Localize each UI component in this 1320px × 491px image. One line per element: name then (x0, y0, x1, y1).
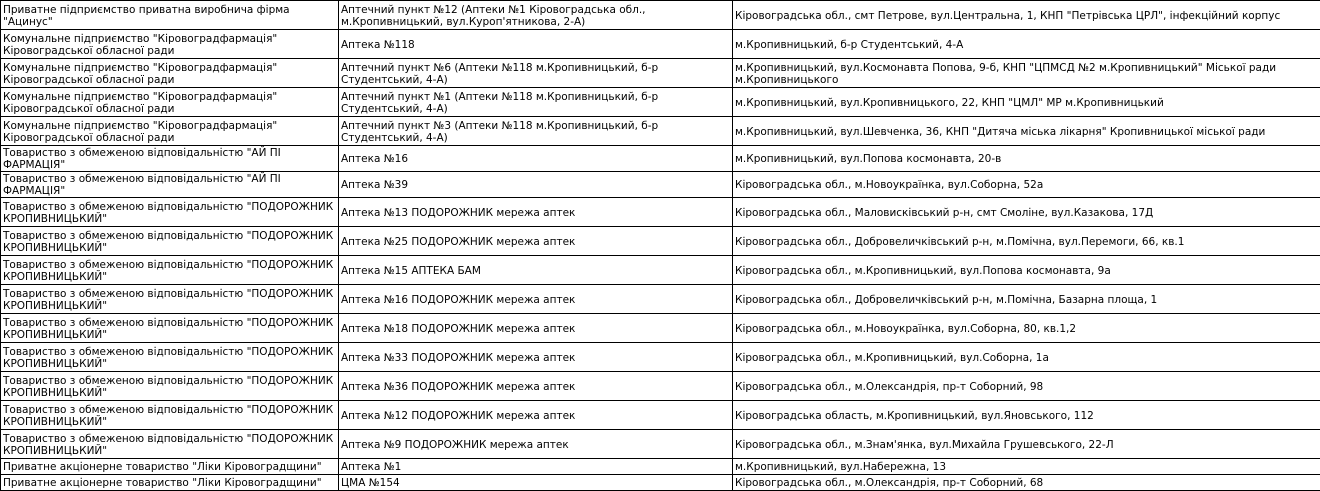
address-cell[interactable]: Кіровоградська обл., м.Олександрія, пр-т Соборний, 68 (733, 475, 1320, 491)
address-cell[interactable]: м.Кропивницький, вул.Шевченка, 36, КНП "Дитяча міська лікарня" Кропивницької міської ради (733, 117, 1320, 146)
org-cell[interactable]: Товариство з обмеженою відповідальністю "ПОДОРОЖНИК КРОПИВНИЦЬКИЙ" (1, 256, 339, 285)
outlet-cell[interactable]: Аптечний пункт №3 (Аптеки №118 м.Кропивницький, б-р Студентський, 4-А) (339, 117, 733, 146)
table-row (1, 146, 1320, 172)
address-cell[interactable]: Кіровоградська обл., Добровеличківський р-н, м.Помічна, вул.Перемоги, 66, кв.1 (733, 227, 1320, 256)
outlet-cell[interactable]: Аптечний пункт №6 (Аптеки №118 м.Кропивницький, б-р Студентський, 4-А) (339, 59, 733, 88)
table-row (1, 172, 1320, 198)
address-cell[interactable]: Кіровоградська обл., Добровеличківський р-н, м.Помічна, Базарна площа, 1 (733, 285, 1320, 314)
address-cell[interactable]: Кіровоградська обл., м.Новоукраїнка, вул.Соборна, 52а (733, 172, 1320, 198)
org-cell[interactable]: Комунальне підприємство "Кіровоградфармація" Кіровоградської обласної ради (1, 117, 339, 146)
address-cell[interactable]: Кіровоградська обл., Маловисківський р-н, смт Смоліне, вул.Казакова, 17Д (733, 198, 1320, 227)
outlet-cell[interactable]: ЦМА №154 (339, 475, 733, 491)
table-row (1, 227, 1320, 256)
org-cell[interactable]: Товариство з обмеженою відповідальністю "ПОДОРОЖНИК КРОПИВНИЦЬКИЙ" (1, 285, 339, 314)
org-cell[interactable]: Товариство з обмеженою відповідальністю "ПОДОРОЖНИК КРОПИВНИЦЬКИЙ" (1, 343, 339, 372)
outlet-cell[interactable]: Аптека №13 ПОДОРОЖНИК мережа аптек (339, 198, 733, 227)
outlet-cell[interactable]: Аптека №39 (339, 172, 733, 198)
outlet-cell[interactable]: Аптека №12 ПОДОРОЖНИК мережа аптек (339, 401, 733, 430)
address-cell[interactable]: Кіровоградська обл., м.Знам'янка, вул.Михайла Грушевського, 22-Л (733, 430, 1320, 459)
table-row (1, 30, 1320, 59)
outlet-cell[interactable]: Аптечний пункт №1 (Аптеки №118 м.Кропивницький, б-р Студентський, 4-А) (339, 88, 733, 117)
address-cell[interactable]: Кіровоградська область, м.Кропивницький, вул.Яновського, 112 (733, 401, 1320, 430)
outlet-cell[interactable]: Аптека №25 ПОДОРОЖНИК мережа аптек (339, 227, 733, 256)
org-cell[interactable]: Товариство з обмеженою відповідальністю "ПОДОРОЖНИК КРОПИВНИЦЬКИЙ" (1, 372, 339, 401)
org-cell[interactable]: Приватне акціонерне товариство "Ліки Кіровоградщини" (1, 459, 339, 475)
table-row (1, 285, 1320, 314)
table-row (1, 475, 1320, 491)
org-cell[interactable]: Приватне акціонерне товариство "Ліки Кіровоградщини" (1, 475, 339, 491)
org-cell[interactable]: Товариство з обмеженою відповідальністю "ПОДОРОЖНИК КРОПИВНИЦЬКИЙ" (1, 401, 339, 430)
table-row (1, 314, 1320, 343)
table-row (1, 117, 1320, 146)
outlet-cell[interactable]: Аптека №16 (339, 146, 733, 172)
address-cell[interactable]: м.Кропивницький, б-р Студентський, 4-А (733, 30, 1320, 59)
address-cell[interactable]: м.Кропивницький, вул.Набережна, 13 (733, 459, 1320, 475)
outlet-cell[interactable]: Аптечний пункт №12 (Аптеки №1 Кіровоградська обл., м.Кропивницький, вул.Куроп'ятникова, 2-А) (339, 1, 733, 30)
org-cell[interactable]: Комунальне підприємство "Кіровоградфармація" Кіровоградської обласної ради (1, 59, 339, 88)
table-row (1, 459, 1320, 475)
address-cell[interactable]: м.Кропивницький, вул.Космонавта Попова, 9-б, КНП "ЦПМСД №2 м.Кропивницький" Міської ради м.Кропивницького (733, 59, 1320, 88)
outlet-cell[interactable]: Аптека №1 (339, 459, 733, 475)
org-cell[interactable]: Товариство з обмеженою відповідальністю "ПОДОРОЖНИК КРОПИВНИЦЬКИЙ" (1, 198, 339, 227)
table-row (1, 1, 1320, 30)
address-cell[interactable]: Кіровоградська обл., смт Петрове, вул.Центральна, 1, КНП "Петрівська ЦРЛ", інфекційний корпус (733, 1, 1320, 30)
outlet-cell[interactable]: Аптека №9 ПОДОРОЖНИК мережа аптек (339, 430, 733, 459)
org-cell[interactable]: Товариство з обмеженою відповідальністю "ПОДОРОЖНИК КРОПИВНИЦЬКИЙ" (1, 314, 339, 343)
table-row (1, 372, 1320, 401)
outlet-cell[interactable]: Аптека №33 ПОДОРОЖНИК мережа аптек (339, 343, 733, 372)
outlet-cell[interactable]: Аптека №36 ПОДОРОЖНИК мережа аптек (339, 372, 733, 401)
outlet-cell[interactable]: Аптека №118 (339, 30, 733, 59)
outlet-cell[interactable]: Аптека №18 ПОДОРОЖНИК мережа аптек (339, 314, 733, 343)
table-row (1, 88, 1320, 117)
table-row (1, 401, 1320, 430)
table-row (1, 256, 1320, 285)
org-cell[interactable]: Товариство з обмеженою відповідальністю "ПОДОРОЖНИК КРОПИВНИЦЬКИЙ" (1, 227, 339, 256)
org-cell[interactable]: Приватне підприємство приватна виробнича фірма "Ацинус" (1, 1, 339, 30)
org-cell[interactable]: Товариство з обмеженою відповідальністю "АЙ ПІ ФАРМАЦІЯ" (1, 146, 339, 172)
address-cell[interactable]: Кіровоградська обл., м.Кропивницький, вул.Соборна, 1а (733, 343, 1320, 372)
table-row (1, 198, 1320, 227)
table-row (1, 59, 1320, 88)
address-cell[interactable]: м.Кропивницький, вул.Попова космонавта, 20-в (733, 146, 1320, 172)
table-row (1, 343, 1320, 372)
address-cell[interactable]: Кіровоградська обл., м.Кропивницький, вул.Попова космонавта, 9а (733, 256, 1320, 285)
address-cell[interactable]: Кіровоградська обл., м.Новоукраїнка, вул.Соборна, 80, кв.1,2 (733, 314, 1320, 343)
table-row (1, 430, 1320, 459)
org-cell[interactable]: Комунальне підприємство "Кіровоградфармація" Кіровоградської обласної ради (1, 88, 339, 117)
outlet-cell[interactable]: Аптека №15 АПТЕКА БАМ (339, 256, 733, 285)
address-cell[interactable]: м.Кропивницький, вул.Кропивницького, 22, КНП "ЦМЛ" МР м.Кропивницький (733, 88, 1320, 117)
org-cell[interactable]: Товариство з обмеженою відповідальністю "ПОДОРОЖНИК КРОПИВНИЦЬКИЙ" (1, 430, 339, 459)
org-cell[interactable]: Товариство з обмеженою відповідальністю "АЙ ПІ ФАРМАЦІЯ" (1, 172, 339, 198)
outlet-cell[interactable]: Аптека №16 ПОДОРОЖНИК мережа аптек (339, 285, 733, 314)
address-cell[interactable]: Кіровоградська обл., м.Олександрія, пр-т Соборний, 98 (733, 372, 1320, 401)
org-cell[interactable]: Комунальне підприємство "Кіровоградфармація" Кіровоградської обласної ради (1, 30, 339, 59)
